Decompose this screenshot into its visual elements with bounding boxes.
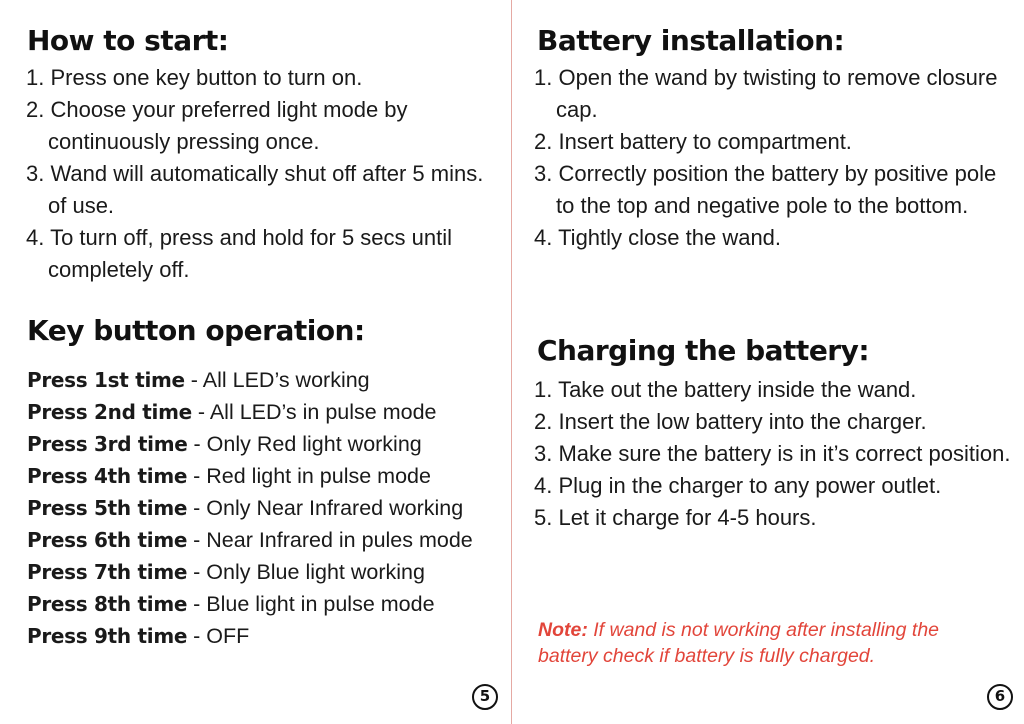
list-item: 2. Choose your preferred light mode by continuously pressing once. [26, 97, 408, 154]
note-text: If wand is not working after installing the battery check if battery is fully charged. [538, 619, 940, 667]
press-description: - Only Red light working [187, 432, 422, 456]
press-description: - Blue light in pulse mode [187, 592, 435, 616]
press-label: Press 1st time [27, 368, 185, 392]
key-button-heading: Key button operation: [27, 314, 365, 347]
list-item: 4. Tightly close the wand. [534, 225, 782, 250]
list-item: 1. Open the wand by twisting to remove closure cap. [534, 65, 998, 122]
charging-heading: Charging the battery: [537, 334, 870, 367]
how-to-start-heading: How to start: [27, 24, 229, 57]
charging-steps [534, 374, 1014, 534]
key-press-item [27, 492, 473, 524]
press-label: Press 6th time [27, 528, 188, 552]
page-number: 6 [987, 684, 1013, 710]
press-description: - Only Near Infrared working [187, 496, 464, 520]
key-press-item [27, 620, 473, 652]
key-press-item [27, 364, 473, 396]
list-item: 1. Press one key button to turn on. [26, 65, 363, 90]
press-label: Press 5th time [27, 496, 188, 520]
press-description: - Only Blue light working [187, 560, 425, 584]
list-item: 4. Plug in the charger to any power outlet. [534, 473, 942, 498]
press-label: Press 4th time [27, 464, 188, 488]
battery-installation-heading: Battery installation: [537, 24, 845, 57]
list-item: 3. Wand will automatically shut off after 5 mins. of use. [26, 161, 484, 218]
page-divider [511, 0, 512, 724]
note-label: Note: [538, 619, 588, 641]
right-page [513, 0, 1024, 724]
list-item: 5. Let it charge for 4-5 hours. [534, 505, 817, 530]
key-press-item [27, 428, 473, 460]
list-item: 1. Take out the battery inside the wand. [534, 377, 917, 402]
press-description: - All LED’s working [184, 368, 370, 392]
battery-installation-steps [534, 62, 1014, 254]
press-label: Press 8th time [27, 592, 188, 616]
list-item: 2. Insert the low battery into the charger. [534, 409, 927, 434]
list-item: 4. To turn off, press and hold for 5 secs until completely off. [26, 225, 452, 282]
key-press-item [27, 588, 473, 620]
key-press-item [27, 524, 473, 556]
press-description: - Red light in pulse mode [187, 464, 431, 488]
key-press-item [27, 460, 473, 492]
key-press-item [27, 396, 473, 428]
press-label: Press 2nd time [27, 400, 192, 424]
press-label: Press 7th time [27, 560, 188, 584]
press-label: Press 9th time [27, 624, 188, 648]
note [538, 617, 983, 669]
list-item: 3. Make sure the battery is in it’s correct position. [534, 441, 1011, 466]
key-button-list [27, 364, 473, 652]
press-description: - OFF [187, 624, 250, 648]
press-description: - Near Infrared in pules mode [187, 528, 473, 552]
press-label: Press 3rd time [27, 432, 188, 456]
page-number: 5 [472, 684, 498, 710]
list-item: 2. Insert battery to compartment. [534, 129, 852, 154]
key-press-item [27, 556, 473, 588]
how-to-start-steps [26, 62, 506, 286]
press-description: - All LED’s in pulse mode [191, 400, 437, 424]
list-item: 3. Correctly position the battery by positive pole to the top and negative pole to the bottom. [534, 161, 997, 218]
